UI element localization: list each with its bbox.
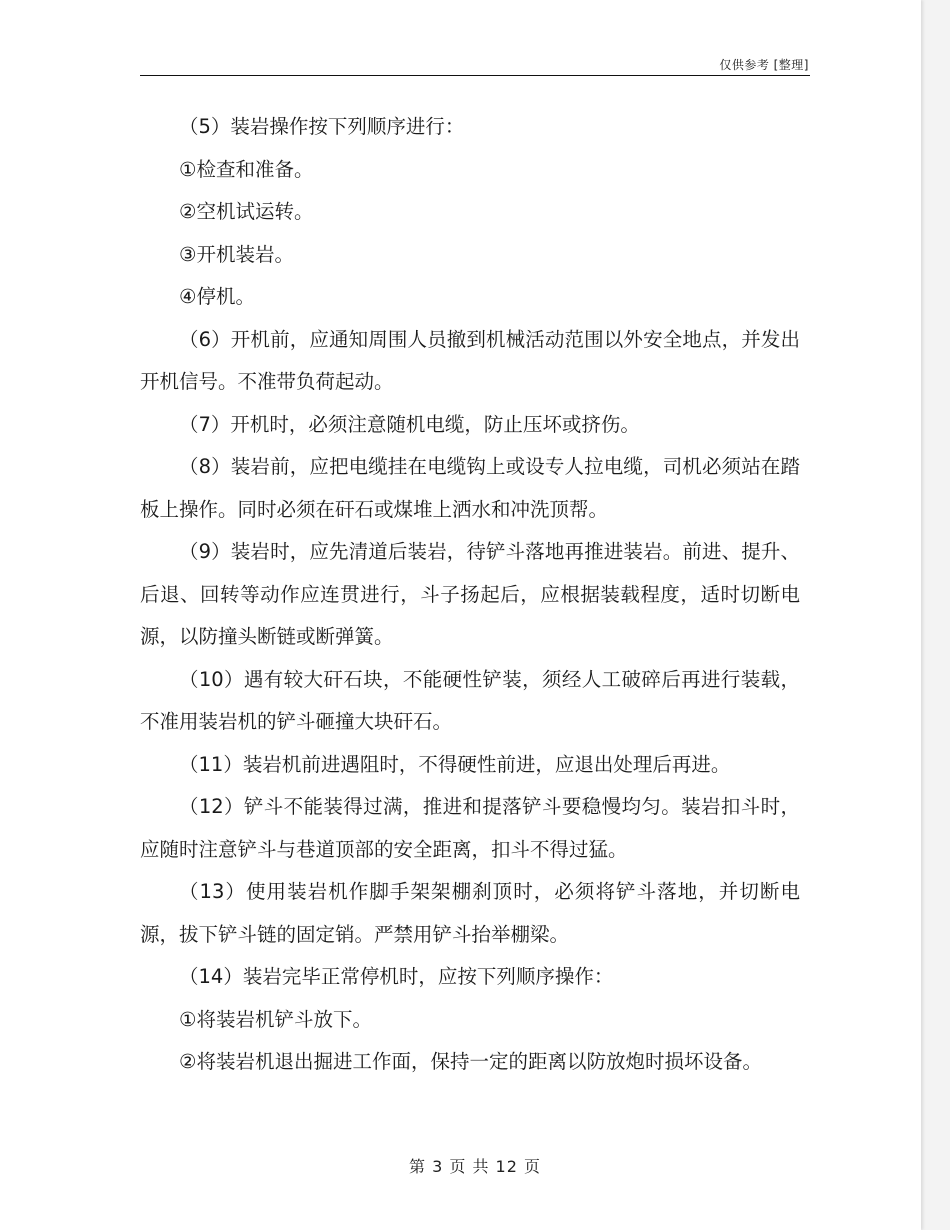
paragraph-6: （6）开机前，应通知周围人员撤到机械活动范围以外安全地点，并发出开机信号。不准带负荷起动。 xyxy=(140,327,800,393)
paragraph-8: （8）装岩前，应把电缆挂在电缆钩上或设专人拉电缆，司机必须站在踏板上操作。同时必须在矸石或煤堆上洒水和冲洗顶帮。 xyxy=(140,455,800,521)
list-item-stop: ④停机。 xyxy=(179,285,255,308)
paragraph-7: （7）开机时，必须注意随机电缆，防止压坏或挤伤。 xyxy=(179,412,640,436)
paragraph-13: （13）使用装岩机作脚手架架棚刹顶时，必须将铲斗落地，并切断电源，拔下铲斗链的固定销。严禁用铲斗抬举棚梁。 xyxy=(140,880,800,946)
paragraph-10: （10）遇有较大矸石块，不能硬性铲装，须经人工破碎后再进行装载，不准用装岩机的铲斗砸撞大块矸石。 xyxy=(140,667,800,733)
page-number: 第 3 页 共 12 页 xyxy=(409,1157,541,1176)
document-body xyxy=(140,106,800,1084)
header-divider xyxy=(140,75,810,76)
list-item-retreat-machine: ②将装岩机退出掘进工作面，保持一定的距离以防放炮时损坏设备。 xyxy=(179,1050,762,1073)
list-item-check: ①检查和准备。 xyxy=(179,157,314,181)
paragraph-12: （12）铲斗不能装得过满，推进和提落铲斗要稳慢均匀。装岩扣斗时，应随时注意铲斗与巷道顶部的安全距离，扣斗不得过猛。 xyxy=(140,795,800,861)
list-item-start-loading: ③开机装岩。 xyxy=(179,242,294,266)
page-header: 仅供参考 [整理] xyxy=(719,58,809,72)
list-item-idle-test: ②空机试运转。 xyxy=(179,200,314,223)
paragraph-9: （9）装岩时，应先清道后装岩，待铲斗落地再推进装岩。前进、提升、后退、回转等动作应连贯进行，斗子扬起后，应根据装载程度，适时切断电源，以防撞头断链或断弹簧。 xyxy=(140,540,800,648)
list-item-lower-bucket: ①将装岩机铲斗放下。 xyxy=(179,1007,372,1031)
paragraph-5-heading: （5）装岩操作按下列顺序进行： xyxy=(179,115,465,138)
paragraph-11: （11）装岩机前进遇阻时，不得硬性前进，应退出处理后再进。 xyxy=(179,752,731,776)
paragraph-14-heading: （14）装岩完毕正常停机时，应按下列顺序操作： xyxy=(179,965,614,988)
